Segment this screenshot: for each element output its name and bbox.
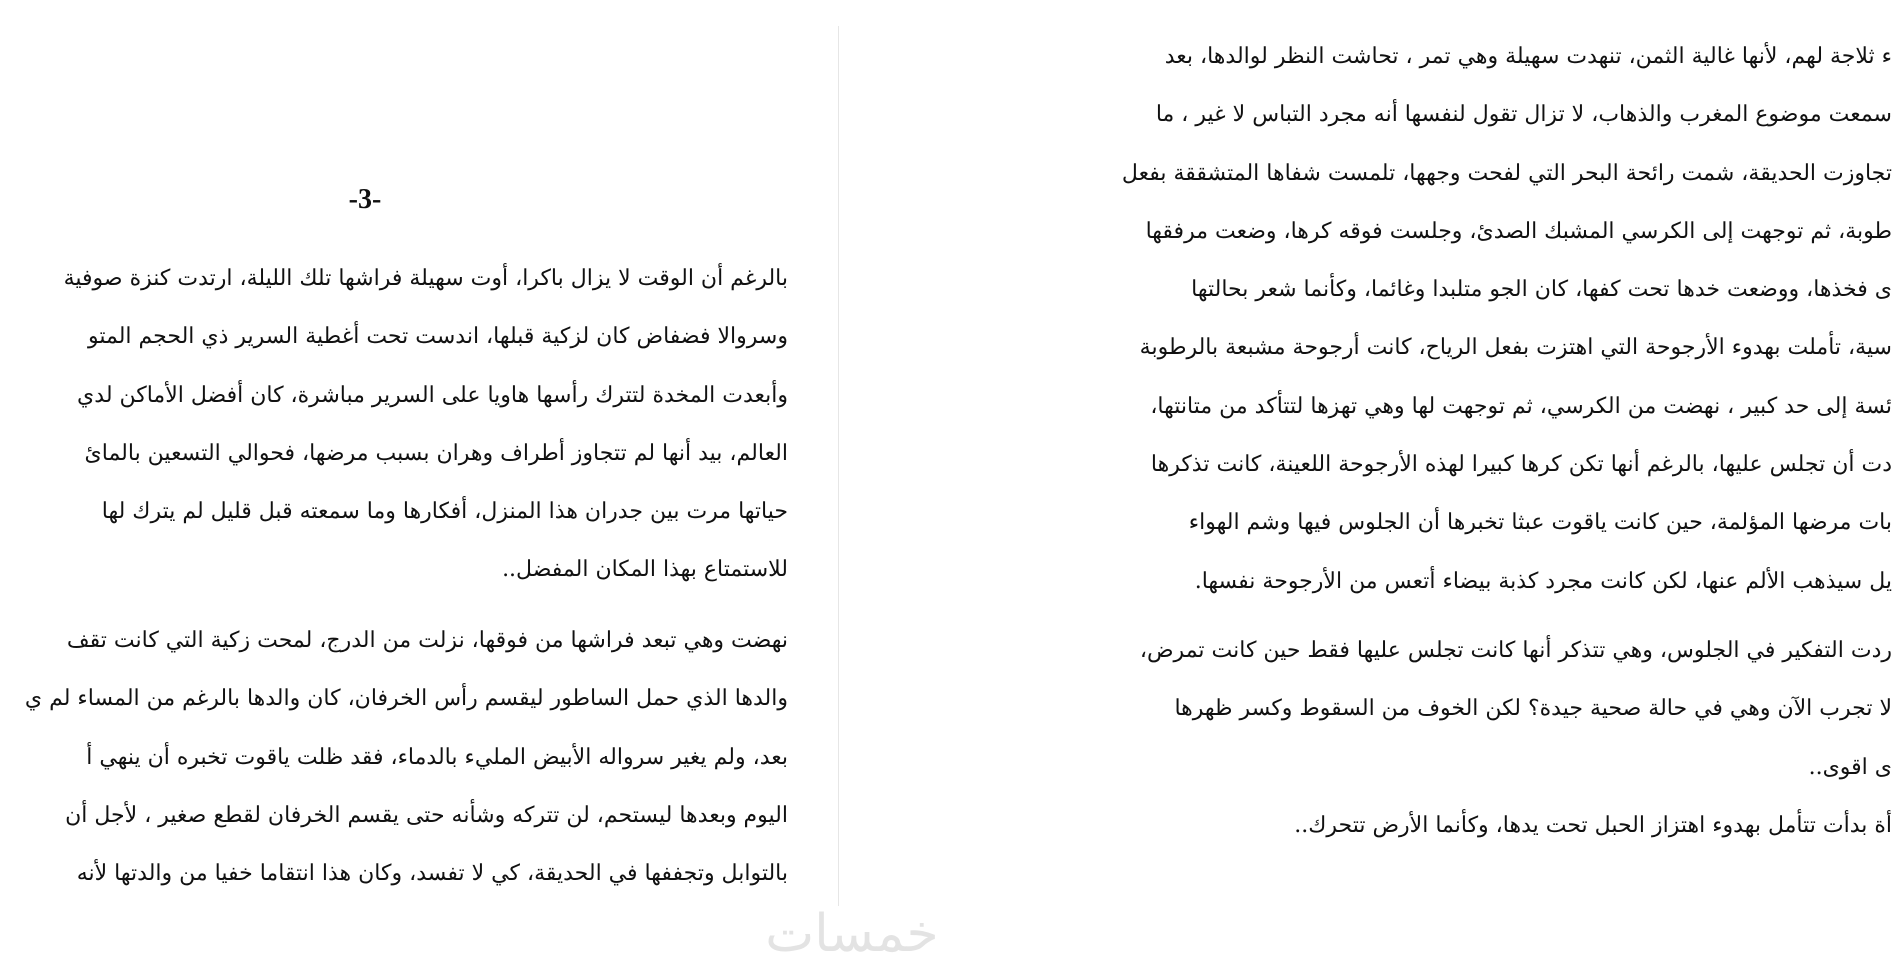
text-line: نهضت وهي تبعد فراشها من فوقها، نزلت من الدرج، لمحت زكية التي كانت تقف xyxy=(66,628,788,653)
page-gutter-divider xyxy=(838,26,839,906)
text-line: ئسة إلى حد كبير ، نهضت من الكرسي، ثم توجهت لها وهي تهزها لتتأكد من متانتها، xyxy=(1150,393,1892,419)
left-paragraph-1 xyxy=(0,250,788,600)
text-line: والدها الذي حمل الساطور ليقسم رأس الخرفان، كان والدها بالرغم من المساء لم ي xyxy=(24,686,788,712)
page-number: -3- xyxy=(348,184,382,215)
text-line: ى فخذها، ووضعت خدها تحت كفها، كان الجو متلبدا وغائما، وكأنما شعر بحالتها xyxy=(1191,277,1892,303)
text-line: ردت التفكير في الجلوس، وهي تتذكر أنها كانت تجلس عليها فقط حين كانت تمرض، xyxy=(1139,638,1892,663)
right-paragraph-2 xyxy=(842,622,1892,855)
right-page xyxy=(842,0,1892,970)
text-line: أة بدأت تتأمل بهدوء اهتزاز الحبل تحت يدها، وكأنما الأرض تتحرك.. xyxy=(1294,812,1892,838)
text-line: العالم، بيد أنها لم تتجاوز أطراف وهران بسبب مرضها، فحوالي التسعين بالمائ xyxy=(84,440,788,466)
text-line: يل سيذهب الألم عنها، لكن كانت مجرد كذبة بيضاء أتعس من الأرجوحة نفسها. xyxy=(1194,568,1892,594)
text-line: تجاوزت الحديقة، شمت رائحة البحر التي لفحت وجهها، تلمست شفاها المتشققة بفعل xyxy=(1121,160,1892,186)
text-line: وسروالا فضفاض كان لزكية قبلها، اندست تحت أغطية السرير ذي الحجم المتو xyxy=(88,324,788,350)
text-line: ى اقوى.. xyxy=(1808,754,1892,780)
text-line: بعد، ولم يغير سرواله الأبيض المليء بالدماء، فقد ظلت ياقوت تخبره أن ينهي أ xyxy=(86,744,788,770)
text-line: بالتوابل وتجففها في الحديقة، كي لا تفسد، وكان هذا انتقاما خفيا من والدتها لأنه xyxy=(76,861,788,887)
text-line: لا تجرب الآن وهي في حالة صحية جيدة؟ لكن الخوف من السقوط وكسر ظهرها xyxy=(1174,696,1892,722)
text-line: ء ثلاجة لهم، لأنها غالية الثمن، تنهدت سهيلة وهي تمر ، تحاشت النظر لوالدها، بعد xyxy=(1164,44,1892,69)
watermark-logo: خمسات xyxy=(765,904,939,964)
text-line: حياتها مرت بين جدران هذا المنزل، أفكارها وما سمعته قبل قليل لم يترك لها xyxy=(101,499,788,525)
text-line: بالرغم أن الوقت لا يزال باكرا، أوت سهيلة فراشها تلك الليلة، ارتدت كنزة صوفية xyxy=(63,266,788,291)
text-line: طوبة، ثم توجهت إلى الكرسي المشبك الصدئ، وجلست فوقه كرها، وضعت مرفقها xyxy=(1145,218,1892,244)
right-paragraph-1 xyxy=(842,28,1892,611)
text-line: للاستمتاع بهذا المكان المفضل.. xyxy=(502,557,788,583)
text-line: اليوم وبعدها ليستحم، لن تتركه وشأنه حتى يقسم الخرفان لقطع صغير ، لأجل أن xyxy=(65,802,788,828)
text-line: دت أن تجلس عليها، بالرغم أنها تكن كرها كبيرا لهذه الأرجوحة اللعينة، كانت تذكرها xyxy=(1150,452,1892,478)
text-line: بات مرضها المؤلمة، حين كانت ياقوت عبثا تخبرها أن الجلوس فيها وشم الهواء xyxy=(1188,510,1892,536)
text-line: سمعت موضوع المغرب والذهاب، لا تزال تقول لنفسها أنه مجرد التباس لا غير ، ما xyxy=(1155,102,1892,128)
left-paragraph-2 xyxy=(0,612,788,903)
text-line: سية، تأملت بهدوء الأرجوحة التي اهتزت بفعل الرياح، كانت أرجوحة مشبعة بالرطوبة xyxy=(1139,335,1892,361)
left-page xyxy=(0,0,838,970)
text-line: وأبعدت المخدة لتترك رأسها هاويا على السرير مباشرة، كان أفضل الأماكن لدي xyxy=(77,382,788,408)
